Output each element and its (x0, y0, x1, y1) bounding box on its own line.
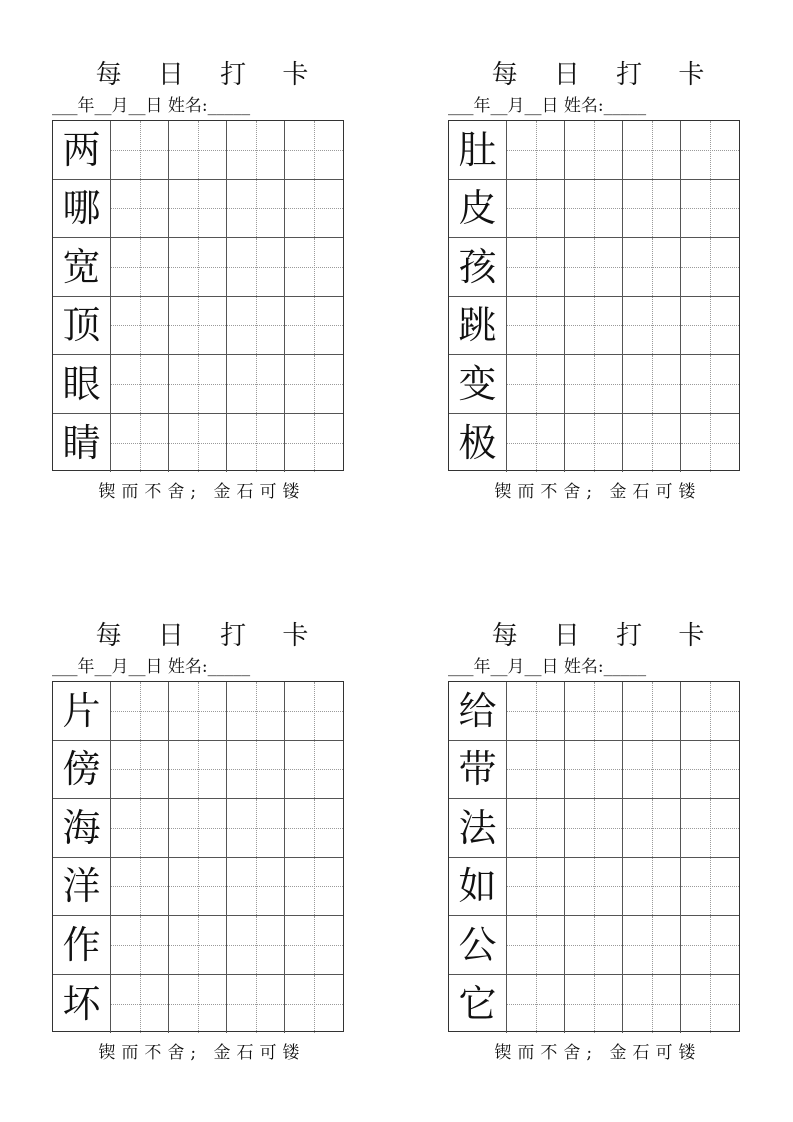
practice-cell[interactable] (285, 121, 343, 179)
model-character: 带 (458, 747, 497, 792)
practice-cell[interactable] (623, 975, 681, 1034)
practice-cell[interactable] (681, 180, 739, 238)
year-label: 年 (77, 657, 95, 677)
practice-grid (448, 120, 740, 471)
practice-cell[interactable] (507, 858, 565, 916)
grid-row (53, 355, 343, 414)
practice-cell[interactable] (565, 180, 623, 238)
practice-cell[interactable] (227, 414, 285, 473)
practice-cell[interactable] (507, 682, 565, 740)
practice-cell[interactable] (169, 121, 227, 179)
name-label: 姓名: (563, 657, 604, 677)
checkin-card-2 (448, 58, 748, 528)
grid-row (53, 741, 343, 800)
practice-cell[interactable] (681, 741, 739, 799)
practice-cell[interactable] (227, 741, 285, 799)
practice-cell[interactable] (169, 916, 227, 974)
model-character: 如 (458, 864, 497, 909)
name-label: 姓名: (167, 657, 208, 677)
practice-cell[interactable] (227, 682, 285, 740)
practice-cell[interactable] (681, 858, 739, 916)
date-name-line (448, 94, 748, 118)
practice-cell[interactable] (681, 238, 739, 296)
practice-cell[interactable] (507, 238, 565, 296)
practice-cell[interactable] (623, 414, 681, 473)
practice-cell[interactable] (623, 799, 681, 857)
practice-cell[interactable] (285, 682, 343, 740)
model-char-cell (53, 916, 111, 974)
year-label: 年 (473, 96, 491, 116)
day-blank[interactable]: __ (128, 96, 146, 116)
model-character: 海 (62, 805, 101, 850)
practice-cell[interactable] (623, 355, 681, 413)
grid-row (53, 975, 343, 1034)
practice-cell[interactable] (681, 121, 739, 179)
practice-cell[interactable] (565, 414, 623, 473)
model-character: 皮 (458, 186, 497, 231)
practice-cell[interactable] (623, 916, 681, 974)
card-title: 每 日 打 卡 (95, 621, 323, 651)
practice-cell[interactable] (169, 799, 227, 857)
practice-cell[interactable] (623, 297, 681, 355)
model-character: 作 (62, 922, 101, 967)
practice-cell[interactable] (623, 858, 681, 916)
practice-cell[interactable] (507, 180, 565, 238)
practice-cell[interactable] (285, 355, 343, 413)
day-blank[interactable]: __ (128, 657, 146, 677)
model-character: 片 (62, 688, 101, 733)
grid-row (53, 414, 343, 473)
model-char-cell (53, 858, 111, 916)
practice-cell[interactable] (111, 916, 169, 974)
month-label: 月 (111, 96, 129, 116)
practice-cell[interactable] (507, 975, 565, 1034)
practice-cell[interactable] (623, 180, 681, 238)
practice-cell[interactable] (623, 238, 681, 296)
practice-cell[interactable] (507, 355, 565, 413)
practice-cell[interactable] (227, 799, 285, 857)
date-name-line (52, 655, 352, 679)
grid-row (449, 858, 739, 917)
practice-cell[interactable] (169, 414, 227, 473)
model-character: 肚 (458, 127, 497, 172)
grid-row (449, 355, 739, 414)
practice-cell[interactable] (111, 238, 169, 296)
card-title: 每 日 打 卡 (491, 621, 719, 651)
model-char-cell (53, 180, 111, 238)
practice-grid (52, 120, 344, 471)
name-blank[interactable]: _____ (603, 96, 647, 116)
practice-cell[interactable] (681, 916, 739, 974)
practice-cell[interactable] (681, 975, 739, 1034)
motto-text: 锲而不舍; 金石可镂 (98, 1043, 306, 1063)
practice-cell[interactable] (507, 916, 565, 974)
grid-row (449, 414, 739, 473)
model-character: 跳 (458, 303, 497, 348)
model-char-cell (449, 180, 507, 238)
practice-cell[interactable] (111, 858, 169, 916)
model-char-cell (449, 858, 507, 916)
practice-cell[interactable] (681, 414, 739, 473)
grid-row (449, 180, 739, 239)
model-char-cell (449, 355, 507, 413)
card-title: 每 日 打 卡 (95, 60, 323, 90)
motto-text: 锲而不舍; 金石可镂 (98, 482, 306, 502)
card-title: 每 日 打 卡 (491, 60, 719, 90)
grid-row (53, 916, 343, 975)
checkin-card-1 (52, 58, 352, 528)
model-char-cell (449, 916, 507, 974)
practice-cell[interactable] (681, 799, 739, 857)
practice-cell[interactable] (227, 975, 285, 1034)
practice-cell[interactable] (285, 916, 343, 974)
practice-cell[interactable] (111, 355, 169, 413)
year-blank[interactable]: ___ (448, 657, 474, 677)
month-label: 月 (507, 657, 525, 677)
model-char-cell (53, 355, 111, 413)
model-char-cell (53, 975, 111, 1034)
practice-cell[interactable] (111, 741, 169, 799)
practice-cell[interactable] (169, 858, 227, 916)
model-char-cell (449, 975, 507, 1034)
practice-cell[interactable] (169, 297, 227, 355)
practice-cell[interactable] (227, 180, 285, 238)
month-blank[interactable]: __ (490, 657, 508, 677)
day-label: 日 (145, 657, 163, 677)
day-label: 日 (541, 96, 559, 116)
practice-cell[interactable] (623, 121, 681, 179)
practice-cell[interactable] (111, 121, 169, 179)
model-character: 两 (62, 127, 101, 172)
grid-row (449, 238, 739, 297)
practice-cell[interactable] (111, 799, 169, 857)
model-char-cell (449, 682, 507, 740)
name-blank[interactable]: _____ (603, 657, 647, 677)
model-char-cell (449, 121, 507, 179)
practice-cell[interactable] (169, 238, 227, 296)
month-blank[interactable]: __ (94, 657, 112, 677)
day-label: 日 (145, 96, 163, 116)
practice-cell[interactable] (507, 121, 565, 179)
month-blank[interactable]: __ (94, 96, 112, 116)
practice-cell[interactable] (285, 799, 343, 857)
grid-row (449, 121, 739, 180)
practice-cell[interactable] (169, 975, 227, 1034)
checkin-card-3 (52, 619, 352, 1089)
practice-cell[interactable] (285, 858, 343, 916)
model-char-cell (449, 741, 507, 799)
practice-cell[interactable] (565, 297, 623, 355)
grid-row (449, 975, 739, 1034)
practice-cell[interactable] (285, 975, 343, 1034)
model-character: 它 (458, 981, 497, 1026)
year-blank[interactable]: ___ (52, 96, 78, 116)
model-character: 孩 (458, 244, 497, 289)
grid-row (53, 180, 343, 239)
grid-row (53, 682, 343, 741)
practice-cell[interactable] (227, 238, 285, 296)
practice-cell[interactable] (285, 414, 343, 473)
practice-cell[interactable] (169, 180, 227, 238)
practice-cell[interactable] (681, 297, 739, 355)
practice-cell[interactable] (227, 121, 285, 179)
date-name-line (448, 655, 748, 679)
practice-cell[interactable] (623, 682, 681, 740)
grid-row (53, 297, 343, 356)
grid-row (449, 799, 739, 858)
model-character: 傍 (62, 747, 101, 792)
practice-cell[interactable] (169, 682, 227, 740)
model-character: 宽 (62, 244, 101, 289)
practice-cell[interactable] (111, 414, 169, 473)
model-character: 洋 (62, 864, 101, 909)
year-label: 年 (77, 96, 95, 116)
practice-cell[interactable] (507, 297, 565, 355)
model-char-cell (449, 297, 507, 355)
practice-cell[interactable] (227, 297, 285, 355)
model-char-cell (449, 414, 507, 473)
model-character: 法 (458, 805, 497, 850)
practice-cell[interactable] (111, 180, 169, 238)
day-blank[interactable]: __ (524, 657, 542, 677)
practice-cell[interactable] (565, 916, 623, 974)
year-blank[interactable]: ___ (52, 657, 78, 677)
model-character: 变 (458, 361, 497, 406)
practice-cell[interactable] (565, 741, 623, 799)
year-label: 年 (473, 657, 491, 677)
name-blank[interactable]: _____ (207, 96, 251, 116)
practice-cell[interactable] (565, 799, 623, 857)
practice-cell[interactable] (681, 682, 739, 740)
year-blank[interactable]: ___ (448, 96, 474, 116)
motto-text: 锲而不舍; 金石可镂 (494, 1043, 702, 1063)
day-label: 日 (541, 657, 559, 677)
model-char-cell (53, 682, 111, 740)
practice-cell[interactable] (681, 355, 739, 413)
model-char-cell (449, 799, 507, 857)
month-label: 月 (111, 657, 129, 677)
practice-cell[interactable] (285, 297, 343, 355)
model-char-cell (53, 799, 111, 857)
practice-cell[interactable] (623, 741, 681, 799)
model-character: 哪 (62, 186, 101, 231)
practice-cell[interactable] (111, 975, 169, 1034)
model-char-cell (449, 238, 507, 296)
practice-cell[interactable] (565, 121, 623, 179)
month-blank[interactable]: __ (490, 96, 508, 116)
practice-cell[interactable] (169, 741, 227, 799)
name-label: 姓名: (167, 96, 208, 116)
practice-grid (52, 681, 344, 1032)
practice-cell[interactable] (507, 414, 565, 473)
practice-cell[interactable] (285, 238, 343, 296)
practice-cell[interactable] (285, 180, 343, 238)
month-label: 月 (507, 96, 525, 116)
practice-cell[interactable] (565, 682, 623, 740)
grid-row (53, 121, 343, 180)
checkin-card-4 (448, 619, 748, 1089)
grid-row (53, 799, 343, 858)
practice-cell[interactable] (111, 297, 169, 355)
practice-cell[interactable] (227, 858, 285, 916)
model-character: 给 (458, 688, 497, 733)
practice-cell[interactable] (227, 355, 285, 413)
model-character: 睛 (62, 420, 101, 465)
name-blank[interactable]: _____ (207, 657, 251, 677)
model-char-cell (53, 414, 111, 473)
practice-grid (448, 681, 740, 1032)
grid-row (53, 238, 343, 297)
practice-cell[interactable] (565, 858, 623, 916)
model-char-cell (53, 121, 111, 179)
motto-text: 锲而不舍; 金石可镂 (494, 482, 702, 502)
date-name-line (52, 94, 352, 118)
grid-row (449, 682, 739, 741)
model-char-cell (53, 238, 111, 296)
grid-row (53, 858, 343, 917)
practice-cell[interactable] (507, 799, 565, 857)
model-character: 顶 (62, 303, 101, 348)
practice-cell[interactable] (565, 975, 623, 1034)
practice-cell[interactable] (507, 741, 565, 799)
model-character: 极 (458, 420, 497, 465)
name-label: 姓名: (563, 96, 604, 116)
grid-row (449, 916, 739, 975)
practice-cell[interactable] (565, 355, 623, 413)
practice-cell[interactable] (169, 355, 227, 413)
practice-cell[interactable] (565, 238, 623, 296)
grid-row (449, 297, 739, 356)
model-character: 眼 (62, 361, 101, 406)
day-blank[interactable]: __ (524, 96, 542, 116)
practice-cell[interactable] (227, 916, 285, 974)
practice-cell[interactable] (111, 682, 169, 740)
model-char-cell (53, 741, 111, 799)
model-character: 公 (458, 922, 497, 967)
model-char-cell (53, 297, 111, 355)
grid-row (449, 741, 739, 800)
practice-cell[interactable] (285, 741, 343, 799)
model-character: 坏 (62, 981, 101, 1026)
